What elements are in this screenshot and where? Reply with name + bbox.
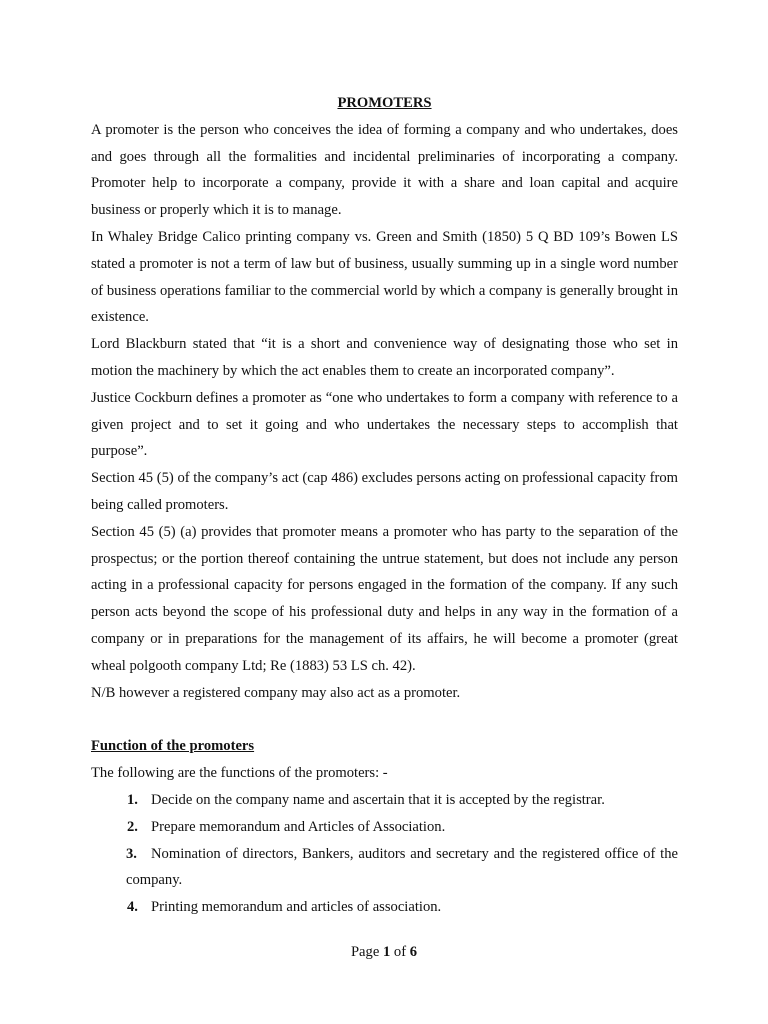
functions-intro: The following are the functions of the promoters: -: [91, 765, 388, 782]
page-total-number: 6: [409, 944, 418, 960]
list-item: [91, 814, 678, 841]
page-current-number: 1: [382, 944, 391, 960]
paragraph-section-45-5-a: Section 45 (5) (a) provides that promoter means a promoter who has party to the separation of the prospectus; or the portion thereof containing the untrue statement, but does not include any person acting in a professional capacity for persons engaged in the formation of the company. If any such person acts beyond the scope of his professional duty and helps in any way in the formation of a company or in preparations for the management of its affairs, he will become a promoter (great wheal polgooth company Ltd; Re (1883) 53 LS ch. 42).: [91, 523, 678, 674]
document-title: PROMOTERS: [337, 95, 432, 111]
list-item-text: Nomination of directors, Bankers, auditors and secretary and the registered office of the company.: [126, 845, 678, 889]
paragraph-nb-note: N/B however a registered company may also act as a promoter.: [91, 684, 461, 701]
list-item-number: 3.: [126, 845, 137, 862]
list-item-text: Decide on the company name and ascertain that it is accepted by the registrar.: [151, 791, 605, 808]
functions-heading: Function of the promoters: [91, 738, 255, 755]
list-item-number: 4.: [127, 899, 138, 916]
list-item-number: 2.: [127, 818, 138, 835]
list-item-text: Printing memorandum and articles of association.: [151, 899, 442, 916]
section-spacer: [91, 706, 678, 733]
paragraph-definition: A promoter is the person who conceives the idea of forming a company and who undertakes, does and goes through all the formalities and incidental preliminaries of incorporating a company. Promoter help to incorporate a company, provide it with a share and loan capital and acquire business or properly which it is to manage.: [91, 121, 678, 219]
paragraph-justice-cockburn: Justice Cockburn defines a promoter as “one who undertakes to form a company with reference to a given project and to set it going and who undertakes the necessary steps to accomplish that purpose”.: [91, 389, 678, 460]
paragraph-section-45-5: Section 45 (5) of the company’s act (cap 486) excludes persons acting on professional capacity from being called promoters.: [91, 470, 678, 513]
list-item-text: Prepare memorandum and Articles of Association.: [151, 818, 446, 835]
paragraph-lord-blackburn: Lord Blackburn stated that “it is a short and convenience way of designating those who set in motion the machinery by which the act enables them to create an incorporated company”.: [91, 336, 678, 379]
page-of-label: of: [393, 944, 407, 960]
page-footer: [0, 939, 768, 965]
list-item: [91, 787, 678, 814]
list-item-number: 1.: [127, 791, 138, 808]
document-body: [91, 90, 678, 921]
list-item: [91, 841, 678, 895]
page-label: Page: [350, 944, 380, 960]
paragraph-whaley-bridge-case: In Whaley Bridge Calico printing company vs. Green and Smith (1850) 5 Q BD 109’s Bowen LS stated a promoter is not a term of law but of business, usually summing up in a single word number of business operations familiar to the commercial world by which a company is generally brought in existence.: [91, 228, 678, 326]
list-item: [91, 894, 678, 921]
functions-list: [91, 787, 678, 921]
